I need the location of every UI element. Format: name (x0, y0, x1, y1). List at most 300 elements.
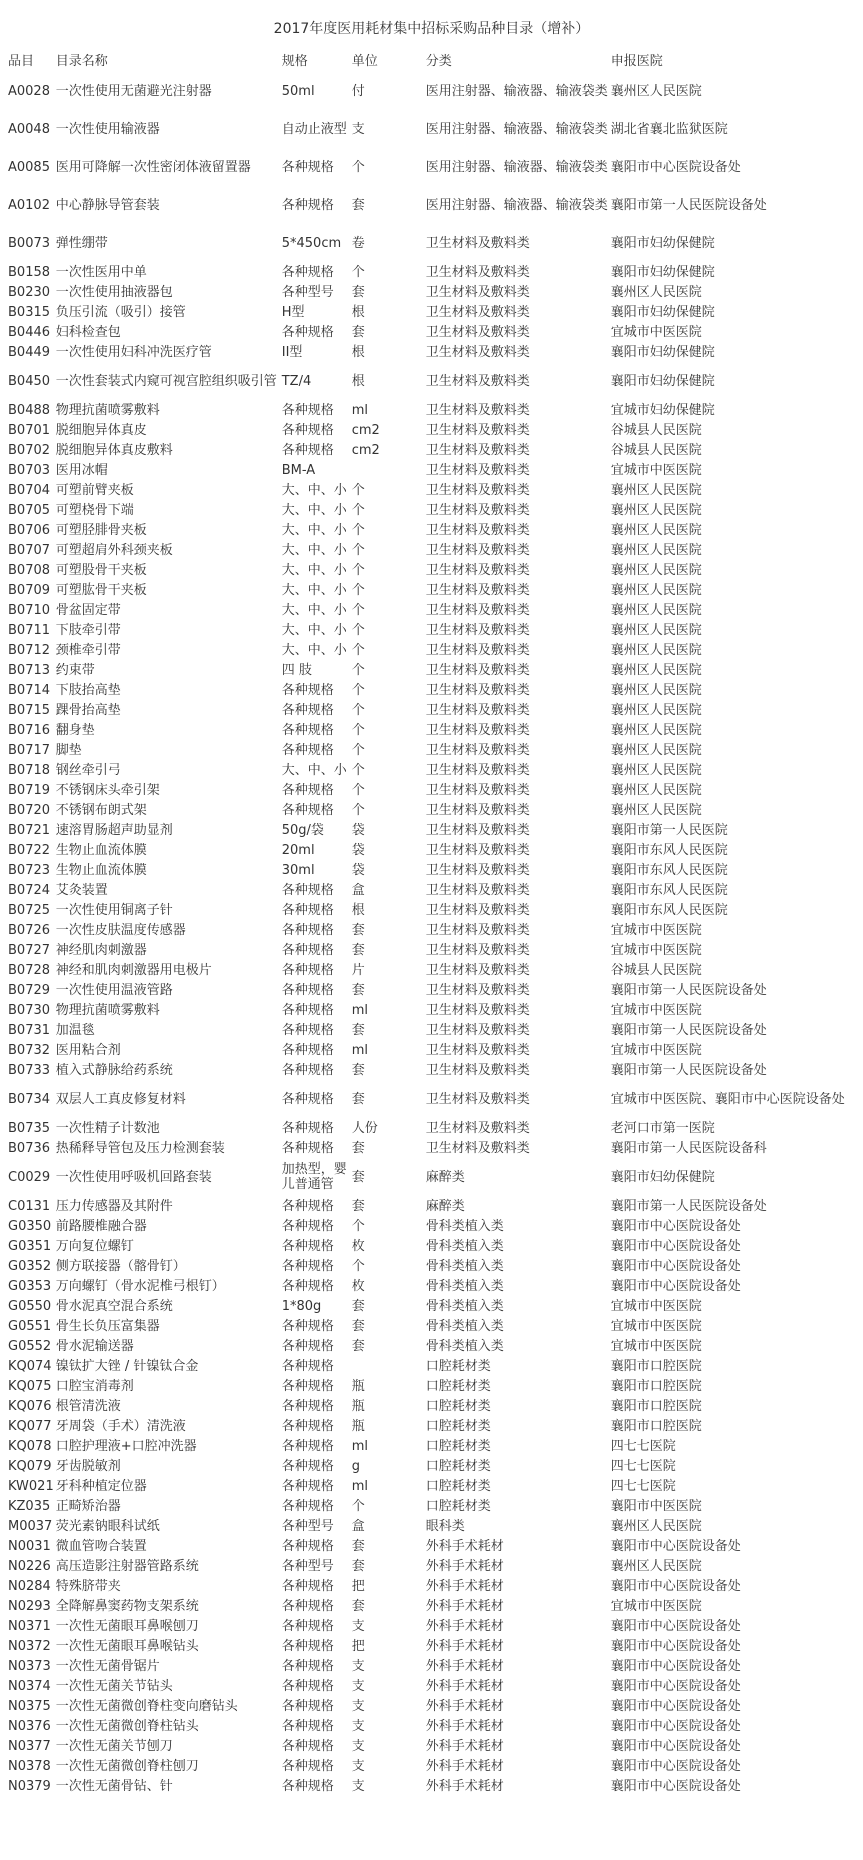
cell-name: 生物止血流体膜 (55, 862, 147, 878)
cell-spec: II型 (281, 344, 303, 360)
table-row (6, 1576, 854, 1596)
cell-name: 骨水泥输送器 (55, 1338, 134, 1354)
cell-spec: 各种规格 (281, 1498, 334, 1514)
cell-category: 口腔耗材类 (425, 1378, 491, 1394)
cell-code: N0372 (8, 1638, 51, 1654)
cell-code: B0723 (8, 862, 51, 878)
cell-category: 卫生材料及敷料类 (425, 962, 530, 978)
cell-unit: ml (351, 402, 369, 418)
table-row (6, 1756, 854, 1776)
table-row (6, 1138, 854, 1158)
cell-code: B0707 (8, 542, 51, 558)
cell-category: 外科手术耗材 (425, 1778, 504, 1794)
table-row (6, 1416, 854, 1436)
cell-code: B0704 (8, 482, 51, 498)
cell-hospital: 襄阳市妇幼保健院 (610, 1169, 715, 1185)
cell-category: 卫生材料及敷料类 (425, 702, 530, 718)
table-row (6, 720, 854, 740)
cell-code: B0705 (8, 502, 51, 518)
table-row (6, 660, 854, 680)
cell-name: 一次性无菌微创脊柱钻头 (55, 1718, 199, 1734)
cell-hospital: 襄阳市妇幼保健院 (610, 304, 715, 320)
cell-unit: 套 (351, 1091, 365, 1107)
cell-category: 卫生材料及敷料类 (425, 304, 530, 320)
table-row (6, 600, 854, 620)
cell-unit: 根 (351, 373, 365, 389)
table-row (6, 1256, 854, 1276)
cell-spec: 大、中、小 (281, 642, 347, 658)
cell-category: 骨科类植入类 (425, 1278, 504, 1294)
cell-name: 脱细胞异体真皮 (55, 422, 147, 438)
cell-unit: 套 (351, 1558, 365, 1574)
cell-hospital: 襄州区人民医院 (610, 582, 702, 598)
cell-unit: 个 (351, 1498, 365, 1514)
cell-code: B0720 (8, 802, 51, 818)
cell-unit: 套 (351, 284, 365, 300)
cell-category: 骨科类植入类 (425, 1338, 504, 1354)
cell-spec: 各种规格 (281, 782, 334, 798)
cell-category: 卫生材料及敷料类 (425, 1002, 530, 1018)
cell-category: 眼科类 (425, 1518, 465, 1534)
cell-hospital: 宜城市中医医院 (610, 1318, 702, 1334)
cell-code: N0293 (8, 1598, 51, 1614)
cell-unit: 支 (351, 1738, 365, 1754)
cell-code: KW021 (8, 1478, 54, 1494)
cell-category: 外科手术耗材 (425, 1738, 504, 1754)
cell-code: B0717 (8, 742, 51, 758)
cell-spec: 各种规格 (281, 742, 334, 758)
table-row (6, 302, 854, 322)
cell-hospital: 襄州区人民医院 (610, 1518, 702, 1534)
cell-spec: 各种规格 (281, 1378, 334, 1394)
cell-code: G0550 (8, 1298, 52, 1314)
cell-name: 可塑肱骨干夹板 (55, 582, 147, 598)
cell-category: 麻醉类 (425, 1169, 465, 1185)
header-hospital: 申报医院 (610, 53, 663, 69)
cell-name: 不锈钢布朗式架 (55, 802, 147, 818)
cell-unit: 个 (351, 264, 365, 280)
cell-unit: 个 (351, 702, 365, 718)
cell-category: 卫生材料及敷料类 (425, 422, 530, 438)
cell-name: 负压引流（吸引）接管 (55, 304, 186, 320)
cell-unit: 付 (351, 83, 365, 99)
cell-spec: 四 肢 (281, 662, 312, 678)
cell-code: B0714 (8, 682, 51, 698)
cell-spec: 各种规格 (281, 702, 334, 718)
cell-unit: 支 (351, 1658, 365, 1674)
page-title: 2017年度医用耗材集中招标采购品种目录（增补） (273, 21, 590, 37)
table-row (6, 820, 854, 840)
cell-unit: 套 (351, 1062, 365, 1078)
cell-unit: 套 (351, 1198, 365, 1214)
cell-code: B0731 (8, 1022, 51, 1038)
cell-code: B0724 (8, 882, 51, 898)
cell-spec: 50g/袋 (281, 822, 324, 838)
cell-spec: 各种规格 (281, 159, 334, 175)
cell-category: 医用注射器、输液器、输液袋类 (425, 159, 608, 175)
cell-unit: 支 (351, 1718, 365, 1734)
cell-code: A0085 (8, 159, 50, 175)
cell-spec: 各种规格 (281, 942, 334, 958)
cell-code: B0736 (8, 1140, 51, 1156)
cell-unit: 把 (351, 1638, 365, 1654)
cell-code: G0551 (8, 1318, 52, 1334)
cell-unit: 根 (351, 344, 365, 360)
cell-unit: 瓶 (351, 1378, 365, 1394)
cell-hospital: 襄州区人民医院 (610, 802, 702, 818)
cell-hospital: 湖北省襄北监狱医院 (610, 121, 728, 137)
cell-unit: 支 (351, 1618, 365, 1634)
cell-name: 加温毯 (55, 1022, 95, 1038)
cell-code: B0701 (8, 422, 51, 438)
cell-unit: 个 (351, 682, 365, 698)
cell-spec: 各种型号 (281, 284, 334, 300)
cell-spec: 各种规格 (281, 962, 334, 978)
cell-name: 压力传感器及其附件 (55, 1198, 173, 1214)
cell-code: A0048 (8, 121, 50, 137)
cell-category: 口腔耗材类 (425, 1418, 491, 1434)
header-name: 目录名称 (55, 53, 108, 69)
cell-name: 一次性使用输液器 (55, 121, 160, 137)
table-row (6, 1000, 854, 1020)
cell-unit: 个 (351, 502, 365, 518)
cell-category: 口腔耗材类 (425, 1458, 491, 1474)
cell-unit: 个 (351, 542, 365, 558)
cell-code: B0488 (8, 402, 51, 418)
cell-spec: 50ml (281, 83, 315, 99)
cell-spec: 大、中、小 (281, 522, 347, 538)
cell-code: B0073 (8, 235, 51, 251)
table-row (6, 1716, 854, 1736)
cell-code: N0374 (8, 1678, 51, 1694)
cell-hospital: 襄阳市中心医院设备处 (610, 1738, 741, 1754)
cell-hospital: 襄阳市中心医院设备处 (610, 1278, 741, 1294)
cell-name: 速溶胃肠超声助显剂 (55, 822, 173, 838)
table-row (6, 480, 854, 500)
cell-category: 卫生材料及敷料类 (425, 462, 530, 478)
table-row (6, 1396, 854, 1416)
cell-spec: 各种规格 (281, 1318, 334, 1334)
cell-code: A0028 (8, 83, 50, 99)
table-row (6, 1436, 854, 1456)
cell-spec: 各种规格 (281, 1778, 334, 1794)
cell-category: 卫生材料及敷料类 (425, 882, 530, 898)
cell-spec: 各种规格 (281, 324, 334, 340)
table-row (6, 1196, 854, 1216)
cell-spec: 各种规格 (281, 1091, 334, 1107)
cell-spec: 5*450cm (281, 235, 342, 251)
header-spec: 规格 (281, 53, 308, 69)
cell-unit: 套 (351, 1169, 365, 1185)
cell-hospital: 襄州区人民医院 (610, 542, 702, 558)
cell-code: KZ035 (8, 1498, 51, 1514)
table-row (6, 1336, 854, 1356)
cell-code: B0713 (8, 662, 51, 678)
cell-hospital: 宜城市中医医院、襄阳市中心医院设备处 (610, 1091, 845, 1107)
cell-category: 外科手术耗材 (425, 1598, 504, 1614)
cell-name: 妇科检查包 (55, 324, 121, 340)
cell-unit: cm2 (351, 442, 380, 458)
cell-category: 骨科类植入类 (425, 1298, 504, 1314)
cell-category: 卫生材料及敷料类 (425, 542, 530, 558)
cell-hospital: 襄阳市中医医院 (610, 1498, 702, 1514)
cell-hospital: 襄阳市中心医院设备处 (610, 1678, 741, 1694)
cell-unit: 支 (351, 1758, 365, 1774)
table-row (6, 1216, 854, 1236)
cell-name: 根管清洗液 (55, 1398, 121, 1414)
cell-hospital: 襄阳市中心医院设备处 (610, 1538, 741, 1554)
cell-unit: 袋 (351, 822, 365, 838)
cell-hospital: 襄州区人民医院 (610, 602, 702, 618)
cell-spec: 20ml (281, 842, 315, 858)
cell-hospital: 襄阳市东风人民医院 (610, 902, 728, 918)
cell-code: G0552 (8, 1338, 52, 1354)
cell-spec: 大、中、小 (281, 582, 347, 598)
table-row (6, 840, 854, 860)
table-row (6, 940, 854, 960)
cell-spec: 大、中、小 (281, 502, 347, 518)
cell-spec: 大、中、小 (281, 482, 347, 498)
table-row (6, 1080, 854, 1118)
cell-name: 可塑桡骨下端 (55, 502, 134, 518)
cell-code: N0375 (8, 1698, 51, 1714)
table-row (6, 1456, 854, 1476)
cell-hospital: 襄州区人民医院 (610, 762, 702, 778)
cell-spec: 大、中、小 (281, 622, 347, 638)
cell-code: B0709 (8, 582, 51, 598)
cell-code: C0131 (8, 1198, 51, 1214)
cell-spec: 各种规格 (281, 1578, 334, 1594)
cell-unit: 个 (351, 1218, 365, 1234)
cell-hospital: 襄阳市第一人民医院设备科 (610, 1140, 767, 1156)
cell-code: B0712 (8, 642, 51, 658)
table-row (6, 1356, 854, 1376)
cell-hospital: 襄阳市第一人民医院 (610, 822, 728, 838)
cell-code: B0721 (8, 822, 51, 838)
cell-hospital: 宜城市中医医院 (610, 1298, 702, 1314)
table-row (6, 1516, 854, 1536)
cell-spec: 各种规格 (281, 1738, 334, 1754)
cell-unit: ml (351, 1042, 369, 1058)
cell-spec: 各种规格 (281, 982, 334, 998)
cell-spec: BM-A (281, 462, 316, 478)
cell-name: 弹性绷带 (55, 235, 108, 251)
cell-unit: 瓶 (351, 1418, 365, 1434)
cell-hospital: 宜城市中医医院 (610, 942, 702, 958)
cell-category: 卫生材料及敷料类 (425, 922, 530, 938)
cell-name: 医用可降解一次性密闭体液留置器 (55, 159, 251, 175)
cell-unit: 套 (351, 922, 365, 938)
table-row (6, 760, 854, 780)
cell-name: 牙齿脱敏剂 (55, 1458, 121, 1474)
cell-name: 生物止血流体膜 (55, 842, 147, 858)
cell-hospital: 襄阳市第一人民医院设备处 (610, 1022, 767, 1038)
cell-code: N0284 (8, 1578, 51, 1594)
cell-name: 骨盆固定带 (55, 602, 121, 618)
table-row (6, 740, 854, 760)
cell-unit: ml (351, 1478, 369, 1494)
cell-name: 医用粘合剂 (55, 1042, 121, 1058)
cell-name: 高压造影注射器管路系统 (55, 1558, 199, 1574)
cell-code: C0029 (8, 1169, 51, 1185)
cell-code: B0706 (8, 522, 51, 538)
cell-spec: 各种规格 (281, 197, 334, 213)
table-row (6, 980, 854, 1000)
cell-code: N0379 (8, 1778, 51, 1794)
cell-code: B0446 (8, 324, 51, 340)
cell-category: 外科手术耗材 (425, 1718, 504, 1734)
cell-hospital: 襄州区人民医院 (610, 83, 702, 99)
table-row (6, 560, 854, 580)
cell-code: B0732 (8, 1042, 51, 1058)
cell-spec: 各种规格 (281, 722, 334, 738)
cell-spec: 大、中、小 (281, 762, 347, 778)
cell-code: B0450 (8, 373, 51, 389)
cell-unit: 盒 (351, 1518, 365, 1534)
table-row (6, 1296, 854, 1316)
cell-category: 卫生材料及敷料类 (425, 862, 530, 878)
cell-category: 骨科类植入类 (425, 1218, 504, 1234)
cell-category: 骨科类植入类 (425, 1238, 504, 1254)
cell-spec: 各种规格 (281, 1258, 334, 1274)
cell-code: B0315 (8, 304, 51, 320)
cell-name: 微血管吻合装置 (55, 1538, 147, 1554)
cell-unit: ml (351, 1438, 369, 1454)
cell-hospital: 襄阳市口腔医院 (610, 1378, 702, 1394)
cell-hospital: 襄阳市第一人民医院设备处 (610, 1198, 767, 1214)
cell-code: G0352 (8, 1258, 52, 1274)
cell-name: 可塑前臂夹板 (55, 482, 134, 498)
cell-code: M0037 (8, 1518, 53, 1534)
cell-code: KQ077 (8, 1418, 52, 1434)
table-row (6, 500, 854, 520)
cell-name: 镍钛扩大锉 / 针镍钛合金 (55, 1358, 199, 1374)
cell-category: 卫生材料及敷料类 (425, 1140, 530, 1156)
cell-spec: 自动止液型 (281, 121, 347, 137)
cell-unit: 个 (351, 562, 365, 578)
cell-category: 卫生材料及敷料类 (425, 942, 530, 958)
cell-category: 卫生材料及敷料类 (425, 373, 530, 389)
table-row (6, 186, 854, 224)
table-row (6, 520, 854, 540)
table-row (6, 780, 854, 800)
cell-category: 卫生材料及敷料类 (425, 582, 530, 598)
cell-name: 神经肌肉刺激器 (55, 942, 147, 958)
cell-hospital: 襄阳市第一人民医院设备处 (610, 982, 767, 998)
header-row (6, 50, 854, 72)
cell-hospital: 襄州区人民医院 (610, 482, 702, 498)
cell-name: 一次性使用抽液器包 (55, 284, 173, 300)
cell-name: 骨水泥真空混合系统 (55, 1298, 173, 1314)
cell-hospital: 襄阳市中心医院设备处 (610, 1618, 741, 1634)
cell-unit: 卷 (351, 235, 365, 251)
cell-unit: 袋 (351, 862, 365, 878)
table-row (6, 640, 854, 660)
cell-hospital: 襄阳市妇幼保健院 (610, 264, 715, 280)
cell-name: 一次性无菌关节刨刀 (55, 1738, 173, 1754)
cell-unit: 个 (351, 782, 365, 798)
catalog-table (6, 50, 854, 1796)
cell-hospital: 老河口市第一医院 (610, 1120, 715, 1136)
cell-category: 卫生材料及敷料类 (425, 982, 530, 998)
cell-code: N0371 (8, 1618, 51, 1634)
cell-category: 卫生材料及敷料类 (425, 344, 530, 360)
cell-hospital: 襄州区人民医院 (610, 682, 702, 698)
cell-category: 卫生材料及敷料类 (425, 442, 530, 458)
cell-name: 一次性使用妇科冲洗医疗管 (55, 344, 212, 360)
cell-category: 外科手术耗材 (425, 1618, 504, 1634)
cell-name: 万向螺钉（骨水泥椎弓根钉） (55, 1278, 225, 1294)
cell-hospital: 襄阳市口腔医院 (610, 1418, 702, 1434)
cell-code: B0726 (8, 922, 51, 938)
cell-code: KQ074 (8, 1358, 52, 1374)
table-row (6, 1596, 854, 1616)
cell-name: 一次性精子计数池 (55, 1120, 160, 1136)
cell-spec: 各种规格 (281, 1478, 334, 1494)
cell-name: 一次性使用铜离子针 (55, 902, 173, 918)
cell-hospital: 宜城市中医医院 (610, 1598, 702, 1614)
cell-code: B0716 (8, 722, 51, 738)
cell-hospital: 襄州区人民医院 (610, 702, 702, 718)
table-row (6, 540, 854, 560)
cell-name: 中心静脉导管套装 (55, 197, 160, 213)
cell-unit: cm2 (351, 422, 380, 438)
cell-name: 口腔宝消毒剂 (55, 1378, 134, 1394)
cell-code: KQ079 (8, 1458, 52, 1474)
cell-category: 卫生材料及敷料类 (425, 264, 530, 280)
cell-code: B0711 (8, 622, 51, 638)
table-row (6, 322, 854, 342)
cell-name: 一次性套装式内窥可视宫腔组织吸引管 (55, 373, 277, 389)
cell-name: 前路腰椎融合器 (55, 1218, 147, 1234)
cell-name: 侧方联接器（髂骨钉） (55, 1258, 186, 1274)
table-row (6, 440, 854, 460)
cell-code: KQ076 (8, 1398, 52, 1414)
cell-category: 外科手术耗材 (425, 1558, 504, 1574)
cell-spec: 30ml (281, 862, 315, 878)
cell-unit: 套 (351, 1298, 365, 1314)
cell-spec: 各种规格 (281, 1358, 334, 1374)
cell-unit (350, 460, 424, 480)
cell-hospital: 襄州区人民医院 (610, 522, 702, 538)
header-code: 品目 (8, 53, 35, 69)
cell-spec: 各种规格 (281, 1140, 334, 1156)
cell-name: 热稀释导管包及压力检测套装 (55, 1140, 225, 1156)
table-row (6, 1476, 854, 1496)
table-row (6, 1696, 854, 1716)
cell-spec: 各种规格 (281, 1022, 334, 1038)
cell-unit: 个 (351, 1258, 365, 1274)
cell-name: 翻身垫 (55, 722, 95, 738)
cell-name: 下肢抬高垫 (55, 682, 121, 698)
cell-name: 牙周袋（手术）清洗液 (55, 1418, 186, 1434)
cell-name: 颈椎牵引带 (55, 642, 121, 658)
cell-name: 全降解鼻窦药物支架系统 (55, 1598, 199, 1614)
cell-category: 卫生材料及敷料类 (425, 602, 530, 618)
cell-spec: 各种规格 (281, 682, 334, 698)
cell-code: B0449 (8, 344, 51, 360)
cell-hospital: 襄州区人民医院 (610, 622, 702, 638)
cell-name: 一次性使用温液管路 (55, 982, 173, 998)
cell-unit: 个 (351, 722, 365, 738)
cell-code: KQ075 (8, 1378, 52, 1394)
cell-spec: 各种规格 (281, 1238, 334, 1254)
cell-category: 卫生材料及敷料类 (425, 522, 530, 538)
cell-category: 外科手术耗材 (425, 1658, 504, 1674)
cell-name: 正畸矫治器 (55, 1498, 121, 1514)
table-row (6, 1060, 854, 1080)
cell-hospital: 谷城县人民医院 (610, 422, 702, 438)
